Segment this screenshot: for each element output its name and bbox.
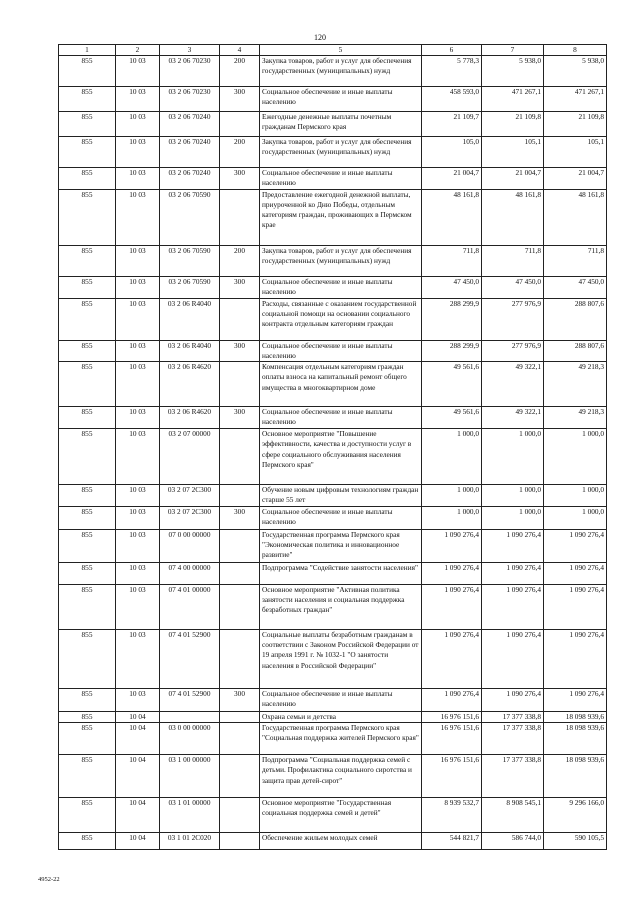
table-cell: [220, 298, 260, 340]
table-cell: 03 2 06 70240: [160, 168, 220, 190]
table-cell: 48 161,8: [422, 189, 482, 245]
table-cell: 48 161,8: [482, 189, 544, 245]
table-cell: 10 03: [116, 362, 160, 407]
table-cell: Основное мероприятие "Государственная социальная поддержка семей и детей": [260, 798, 422, 833]
table-cell: 277 976,9: [482, 298, 544, 340]
table-cell: 1 090 276,4: [422, 584, 482, 629]
table-cell: 711,8: [544, 245, 607, 276]
table-cell: 10 03: [116, 429, 160, 485]
table-cell: 10 04: [116, 723, 160, 755]
table-cell: 5 938,0: [482, 56, 544, 87]
table-cell: Охрана семьи и детства: [260, 711, 422, 722]
table-cell: 18 098 939,6: [544, 711, 607, 722]
table-cell: 03 1 01 2С020: [160, 833, 220, 850]
table-cell: Социальное обеспечение и иные выплаты населению: [260, 407, 422, 429]
table-cell: 855: [59, 584, 116, 629]
table-cell: Основное мероприятие "Активная политика занятости населения и социальная поддержка безработных граждан": [260, 584, 422, 629]
table-cell: 458 593,0: [422, 87, 482, 112]
table-cell: 10 04: [116, 833, 160, 850]
table-row: [59, 529, 607, 562]
table-cell: 10 04: [116, 711, 160, 722]
table-cell: 18 098 939,6: [544, 755, 607, 798]
table-cell: 300: [220, 276, 260, 298]
column-header-4: 4: [220, 45, 260, 56]
table-cell: 288 299,9: [422, 340, 482, 362]
table-cell: Социальное обеспечение и иные выплаты населению: [260, 168, 422, 190]
table-cell: 1 090 276,4: [544, 562, 607, 584]
table-cell: [220, 798, 260, 833]
table-cell: 10 03: [116, 245, 160, 276]
table-cell: 200: [220, 56, 260, 87]
table-cell: 18 098 939,6: [544, 723, 607, 755]
table-cell: 544 821,7: [422, 833, 482, 850]
table-cell: [220, 562, 260, 584]
table-cell: 300: [220, 688, 260, 711]
table-row: [59, 56, 607, 87]
table-cell: [220, 723, 260, 755]
table-cell: Социальное обеспечение и иные выплаты населению: [260, 340, 422, 362]
table-cell: 49 322,1: [482, 362, 544, 407]
table-cell: 855: [59, 112, 116, 137]
table-cell: [220, 429, 260, 485]
table-cell: Закупка товаров, работ и услуг для обеспечения государственных (муниципальных) нужд: [260, 137, 422, 168]
table-cell: 03 2 06 70590: [160, 245, 220, 276]
table-cell: 10 03: [116, 688, 160, 711]
table-cell: 8 908 545,1: [482, 798, 544, 833]
table-row: [59, 723, 607, 755]
table-cell: 17 377 338,8: [482, 711, 544, 722]
table-cell: 07 4 00 00000: [160, 562, 220, 584]
table-cell: Предоставление ежегодной денежной выплаты, приуроченной ко Дню Победы, отдельным категориям граждан, проживающих в Пермском крае: [260, 189, 422, 245]
column-header-6: 6: [422, 45, 482, 56]
table-cell: 1 000,0: [422, 485, 482, 507]
table-cell: 10 03: [116, 506, 160, 529]
table-cell: [220, 711, 260, 722]
table-cell: 586 744,0: [482, 833, 544, 850]
table-cell: 10 03: [116, 87, 160, 112]
table-cell: Закупка товаров, работ и услуг для обеспечения государственных (муниципальных) нужд: [260, 56, 422, 87]
table-row: [59, 407, 607, 429]
table-cell: Социальное обеспечение и иные выплаты населению: [260, 276, 422, 298]
table-cell: 855: [59, 688, 116, 711]
table-cell: 855: [59, 629, 116, 688]
table-cell: 10 03: [116, 189, 160, 245]
table-row: [59, 168, 607, 190]
table-cell: 300: [220, 87, 260, 112]
table-row: [59, 506, 607, 529]
table-cell: 10 03: [116, 137, 160, 168]
table-cell: 03 2 06 70230: [160, 87, 220, 112]
table-cell: 10 03: [116, 276, 160, 298]
table-row: [59, 276, 607, 298]
table-cell: 10 03: [116, 168, 160, 190]
column-header-5: 5: [260, 45, 422, 56]
table-cell: 855: [59, 245, 116, 276]
table-cell: 03 1 01 00000: [160, 798, 220, 833]
table-cell: 855: [59, 362, 116, 407]
table-cell: [160, 711, 220, 722]
table-row: [59, 137, 607, 168]
table-row: [59, 629, 607, 688]
table-cell: 10 03: [116, 584, 160, 629]
table-cell: 10 03: [116, 562, 160, 584]
table-cell: 855: [59, 168, 116, 190]
table-cell: 1 090 276,4: [544, 529, 607, 562]
table-cell: 855: [59, 189, 116, 245]
table-row: [59, 87, 607, 112]
table-cell: 855: [59, 56, 116, 87]
table-body: [59, 56, 607, 850]
table-cell: 855: [59, 485, 116, 507]
table-cell: 49 561,6: [422, 407, 482, 429]
table-row: [59, 798, 607, 833]
table-cell: 855: [59, 137, 116, 168]
table-row: [59, 688, 607, 711]
table-cell: 03 2 07 00000: [160, 429, 220, 485]
table-cell: 03 2 07 2С300: [160, 485, 220, 507]
table-cell: 03 1 00 00000: [160, 755, 220, 798]
table-cell: 03 2 06 R4620: [160, 362, 220, 407]
table-cell: 711,8: [422, 245, 482, 276]
table-cell: 1 090 276,4: [422, 529, 482, 562]
table-cell: 03 2 06 70240: [160, 112, 220, 137]
table-cell: 49 561,6: [422, 362, 482, 407]
table-cell: 5 778,3: [422, 56, 482, 87]
table-cell: 1 090 276,4: [422, 562, 482, 584]
table-cell: 21 004,7: [422, 168, 482, 190]
table-cell: 03 0 00 00000: [160, 723, 220, 755]
table-row: [59, 485, 607, 507]
table-cell: 03 2 06 70230: [160, 56, 220, 87]
table-cell: 1 090 276,4: [544, 688, 607, 711]
table-cell: 16 976 151,6: [422, 711, 482, 722]
table-cell: 1 000,0: [482, 506, 544, 529]
table-cell: Социальное обеспечение и иные выплаты населению: [260, 506, 422, 529]
table-cell: 471 267,1: [482, 87, 544, 112]
table-cell: 1 000,0: [482, 485, 544, 507]
table-cell: 49 218,3: [544, 407, 607, 429]
table-cell: 1 000,0: [422, 429, 482, 485]
table-cell: 47 450,0: [544, 276, 607, 298]
table-row: [59, 112, 607, 137]
table-cell: 8 939 532,7: [422, 798, 482, 833]
table-cell: 21 109,7: [422, 112, 482, 137]
table-cell: 03 2 06 R4040: [160, 340, 220, 362]
table-cell: 855: [59, 711, 116, 722]
column-header-7: 7: [482, 45, 544, 56]
column-header-3: 3: [160, 45, 220, 56]
table-header-row: [59, 45, 607, 56]
table-row: [59, 245, 607, 276]
table-cell: 07 4 01 52900: [160, 688, 220, 711]
table-cell: 288 299,9: [422, 298, 482, 340]
table-cell: 300: [220, 168, 260, 190]
table-cell: [220, 189, 260, 245]
table-row: [59, 711, 607, 722]
table-row: [59, 755, 607, 798]
table-cell: 1 090 276,4: [482, 629, 544, 688]
table-cell: Социальное обеспечение и иные выплаты населению: [260, 87, 422, 112]
table-cell: 48 161,8: [544, 189, 607, 245]
table-cell: 277 976,9: [482, 340, 544, 362]
table-cell: 21 004,7: [482, 168, 544, 190]
table-cell: 16 976 151,6: [422, 723, 482, 755]
table-cell: 49 218,3: [544, 362, 607, 407]
table-cell: 1 090 276,4: [482, 562, 544, 584]
table-cell: 855: [59, 340, 116, 362]
table-cell: 10 03: [116, 629, 160, 688]
table-cell: [220, 833, 260, 850]
table-cell: 855: [59, 798, 116, 833]
table-cell: 1 000,0: [422, 506, 482, 529]
table-cell: 105,1: [544, 137, 607, 168]
table-cell: 105,1: [482, 137, 544, 168]
table-cell: 855: [59, 529, 116, 562]
table-cell: 105,0: [422, 137, 482, 168]
table-cell: 5 938,0: [544, 56, 607, 87]
table-cell: 855: [59, 562, 116, 584]
table-cell: 855: [59, 833, 116, 850]
table-cell: [220, 112, 260, 137]
table-cell: Обеспечение жильем молодых семей: [260, 833, 422, 850]
table-cell: Компенсация отдельным категориям граждан оплаты взноса на капитальный ремонт общего имущества в многоквартирном доме: [260, 362, 422, 407]
table-cell: 855: [59, 755, 116, 798]
budget-table: [58, 44, 607, 850]
table-row: [59, 562, 607, 584]
table-cell: Подпрограмма "Содействие занятости населения": [260, 562, 422, 584]
table-row: [59, 429, 607, 485]
table-cell: 07 4 01 52900: [160, 629, 220, 688]
table-cell: 200: [220, 137, 260, 168]
table-row: [59, 584, 607, 629]
table-cell: Ежегодные денежные выплаты почетным гражданам Пермского края: [260, 112, 422, 137]
table-cell: 855: [59, 276, 116, 298]
table-cell: 288 807,6: [544, 340, 607, 362]
table-cell: 711,8: [482, 245, 544, 276]
table-cell: 21 109,8: [544, 112, 607, 137]
table-cell: 03 2 06 R4040: [160, 298, 220, 340]
table-cell: 21 004,7: [544, 168, 607, 190]
table-cell: 17 377 338,8: [482, 723, 544, 755]
table-cell: 10 03: [116, 407, 160, 429]
table-cell: [220, 485, 260, 507]
column-header-8: 8: [544, 45, 607, 56]
table-cell: 49 322,1: [482, 407, 544, 429]
table-cell: 1 090 276,4: [422, 688, 482, 711]
table-cell: [220, 755, 260, 798]
table-cell: Государственная программа Пермского края "Экономическая политика и инновационное развитие": [260, 529, 422, 562]
table-cell: 1 000,0: [482, 429, 544, 485]
table-cell: 855: [59, 87, 116, 112]
table-cell: 17 377 338,8: [482, 755, 544, 798]
table-cell: Обучение новым цифровым технологиям граждан старше 55 лет: [260, 485, 422, 507]
table-cell: Социальные выплаты безработным гражданам в соответствии с Законом Российской Федерации от 19 апреля 1991 г. № 1032-1 "О занятости населения в Российской Федерации": [260, 629, 422, 688]
table-cell: 10 03: [116, 56, 160, 87]
table-row: [59, 189, 607, 245]
table-cell: 288 807,6: [544, 298, 607, 340]
table-cell: 855: [59, 407, 116, 429]
table-row: [59, 298, 607, 340]
table-cell: 07 0 00 00000: [160, 529, 220, 562]
table-cell: [220, 629, 260, 688]
table-cell: 10 04: [116, 755, 160, 798]
table-cell: 10 04: [116, 798, 160, 833]
table-cell: 1 090 276,4: [544, 629, 607, 688]
table-cell: 10 03: [116, 298, 160, 340]
table-cell: 10 03: [116, 485, 160, 507]
table-cell: 47 450,0: [482, 276, 544, 298]
table-cell: 03 2 07 2С300: [160, 506, 220, 529]
page-number: 120: [314, 33, 326, 42]
table-cell: 1 090 276,4: [482, 584, 544, 629]
table-cell: 10 03: [116, 340, 160, 362]
table-cell: 47 450,0: [422, 276, 482, 298]
table-cell: Основное мероприятие "Повышение эффективности, качества и доступности услуг в сфере социального обслуживания населения Пермского края": [260, 429, 422, 485]
table-cell: 10 03: [116, 529, 160, 562]
table-cell: Закупка товаров, работ и услуг для обеспечения государственных (муниципальных) нужд: [260, 245, 422, 276]
table-cell: [220, 584, 260, 629]
table-cell: 855: [59, 506, 116, 529]
table-cell: 03 2 06 70590: [160, 276, 220, 298]
table-cell: 03 2 06 70240: [160, 137, 220, 168]
table-cell: 855: [59, 723, 116, 755]
table-cell: 300: [220, 340, 260, 362]
table-cell: 590 105,5: [544, 833, 607, 850]
table-row: [59, 340, 607, 362]
table-cell: 855: [59, 298, 116, 340]
table-cell: 16 976 151,6: [422, 755, 482, 798]
table-cell: 300: [220, 506, 260, 529]
table-cell: 1 090 276,4: [422, 629, 482, 688]
document-code: 4952-22: [38, 876, 60, 883]
table-cell: 855: [59, 429, 116, 485]
table-row: [59, 833, 607, 850]
table-row: [59, 362, 607, 407]
table-cell: [220, 362, 260, 407]
table-cell: 1 000,0: [544, 429, 607, 485]
table-cell: Расходы, связанные с оказанием государственной социальной помощи на основании социального контракта отдельным категориям граждан: [260, 298, 422, 340]
table-cell: 9 296 166,0: [544, 798, 607, 833]
table-cell: 1 090 276,4: [544, 584, 607, 629]
table-cell: [220, 529, 260, 562]
column-header-1: 1: [59, 45, 116, 56]
table-cell: 21 109,8: [482, 112, 544, 137]
column-header-2: 2: [116, 45, 160, 56]
table-cell: Государственная программа Пермского края "Социальная поддержка жителей Пермского края": [260, 723, 422, 755]
table-cell: Подпрограмма "Социальная поддержка семей с детьми. Профилактика социального сиротства и защита прав детей-сирот": [260, 755, 422, 798]
table-cell: 1 090 276,4: [482, 529, 544, 562]
table-cell: Социальное обеспечение и иные выплаты населению: [260, 688, 422, 711]
table-cell: 03 2 06 70590: [160, 189, 220, 245]
table-cell: 03 2 06 R4620: [160, 407, 220, 429]
table-cell: 1 000,0: [544, 485, 607, 507]
table-cell: 07 4 01 00000: [160, 584, 220, 629]
table-cell: 471 267,1: [544, 87, 607, 112]
table-cell: 1 090 276,4: [482, 688, 544, 711]
table-cell: 1 000,0: [544, 506, 607, 529]
table-cell: 300: [220, 407, 260, 429]
table-cell: 200: [220, 245, 260, 276]
table-cell: 10 03: [116, 112, 160, 137]
